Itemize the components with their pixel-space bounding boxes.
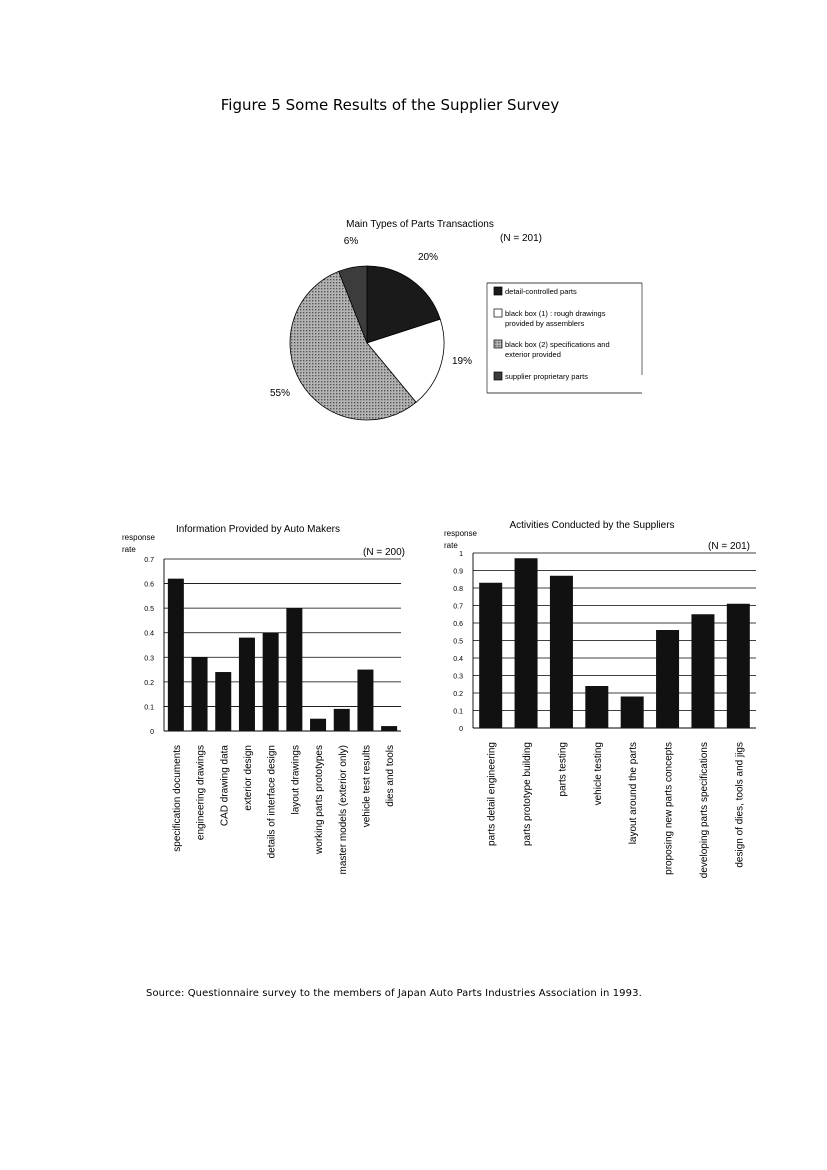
x-tick-label: dies and tools xyxy=(385,745,397,807)
legend-label: provided by assemblers xyxy=(505,319,585,328)
pie-slice-label: 19% xyxy=(451,356,473,367)
pie-slice-label: 6% xyxy=(343,236,359,247)
y-tick-label: 0.2 xyxy=(453,691,463,698)
legend-label: supplier proprietary parts xyxy=(505,372,588,381)
y-tick-label: 0.8 xyxy=(453,586,463,593)
bar-chart-1-ylabel: response xyxy=(122,533,155,542)
x-tick-label: master models (exterior only) xyxy=(337,745,349,875)
y-tick-label: 0.6 xyxy=(453,621,463,628)
x-tick-label: vehicle test results xyxy=(361,745,373,828)
bar-chart-2-ylabel: response xyxy=(444,529,477,538)
pie-sample-size: (N = 201) xyxy=(500,233,542,244)
y-tick-label: 0.5 xyxy=(453,638,463,646)
x-tick-label: parts testing xyxy=(557,742,569,797)
y-tick-label: 0 xyxy=(459,726,463,733)
y-tick-label: 0.7 xyxy=(144,557,154,564)
x-tick-label: specification documents xyxy=(171,745,183,852)
bar xyxy=(691,614,714,728)
legend-label: exterior provided xyxy=(505,350,561,359)
x-tick-label: proposing new parts concepts xyxy=(663,742,675,875)
y-tick-label: 0.3 xyxy=(453,673,463,681)
x-tick-label: parts prototype building xyxy=(522,742,534,846)
bar xyxy=(585,686,608,728)
x-tick-label: CAD drawing data xyxy=(219,745,231,827)
y-tick-label: 0.5 xyxy=(144,606,154,614)
x-tick-label: working parts prototypes xyxy=(314,745,326,854)
y-tick-label: 0.3 xyxy=(144,655,154,663)
y-tick-label: 0.2 xyxy=(144,679,154,687)
y-tick-label: 0.6 xyxy=(144,581,154,589)
source-note: Source: Questionnaire survey to the members of Japan Auto Parts Industries Association in 1993. xyxy=(146,988,642,999)
y-tick-label: 0 xyxy=(150,729,154,736)
bar xyxy=(727,604,750,728)
figure-title: Figure 5 Some Results of the Supplier Survey xyxy=(220,96,560,114)
bar xyxy=(550,576,573,728)
x-tick-label: design of dies, tools and jigs xyxy=(734,742,746,868)
legend-label: black box (2) specifications and xyxy=(505,340,610,349)
y-tick-label: 1 xyxy=(459,551,463,558)
x-tick-label: parts detail engineering xyxy=(486,742,498,846)
pie-chart-title: Main Types of Parts Transactions xyxy=(346,219,494,230)
bar-chart-1-sample-size: (N = 200) xyxy=(363,547,405,558)
bar-chart-1-ylabel: rate xyxy=(122,545,136,554)
bar-chart-2-sample-size: (N = 201) xyxy=(708,541,750,552)
legend-label: detail-controlled parts xyxy=(505,287,577,296)
pie-slice-label: 55% xyxy=(269,388,291,399)
pie-slice-label: 20% xyxy=(417,252,439,263)
x-tick-label: layout drawings xyxy=(290,745,302,815)
x-tick-label: developing parts specifications xyxy=(698,742,710,879)
y-tick-label: 0.7 xyxy=(453,603,463,611)
bar xyxy=(656,630,679,728)
bar xyxy=(515,558,538,728)
bar xyxy=(479,583,502,728)
bar-chart-2-title: Activities Conducted by the Suppliers xyxy=(509,520,675,531)
x-tick-label: details of interface design xyxy=(266,745,278,859)
y-tick-label: 0.9 xyxy=(453,568,463,576)
x-tick-label: layout around the parts xyxy=(628,742,640,845)
bar xyxy=(621,697,644,729)
x-tick-label: exterior design xyxy=(242,745,254,811)
y-tick-label: 0.1 xyxy=(144,704,154,712)
x-tick-label: engineering drawings xyxy=(195,745,207,841)
y-tick-label: 0.4 xyxy=(453,656,463,663)
bar-chart-2-ylabel: rate xyxy=(444,541,458,550)
y-tick-label: 0.1 xyxy=(453,708,463,716)
bar-chart-1-title: Information Provided by Auto Makers xyxy=(176,524,340,535)
y-tick-label: 0.4 xyxy=(144,630,154,638)
x-tick-label: vehicle testing xyxy=(592,742,604,806)
legend-label: black box (1) : rough drawings xyxy=(505,309,606,318)
